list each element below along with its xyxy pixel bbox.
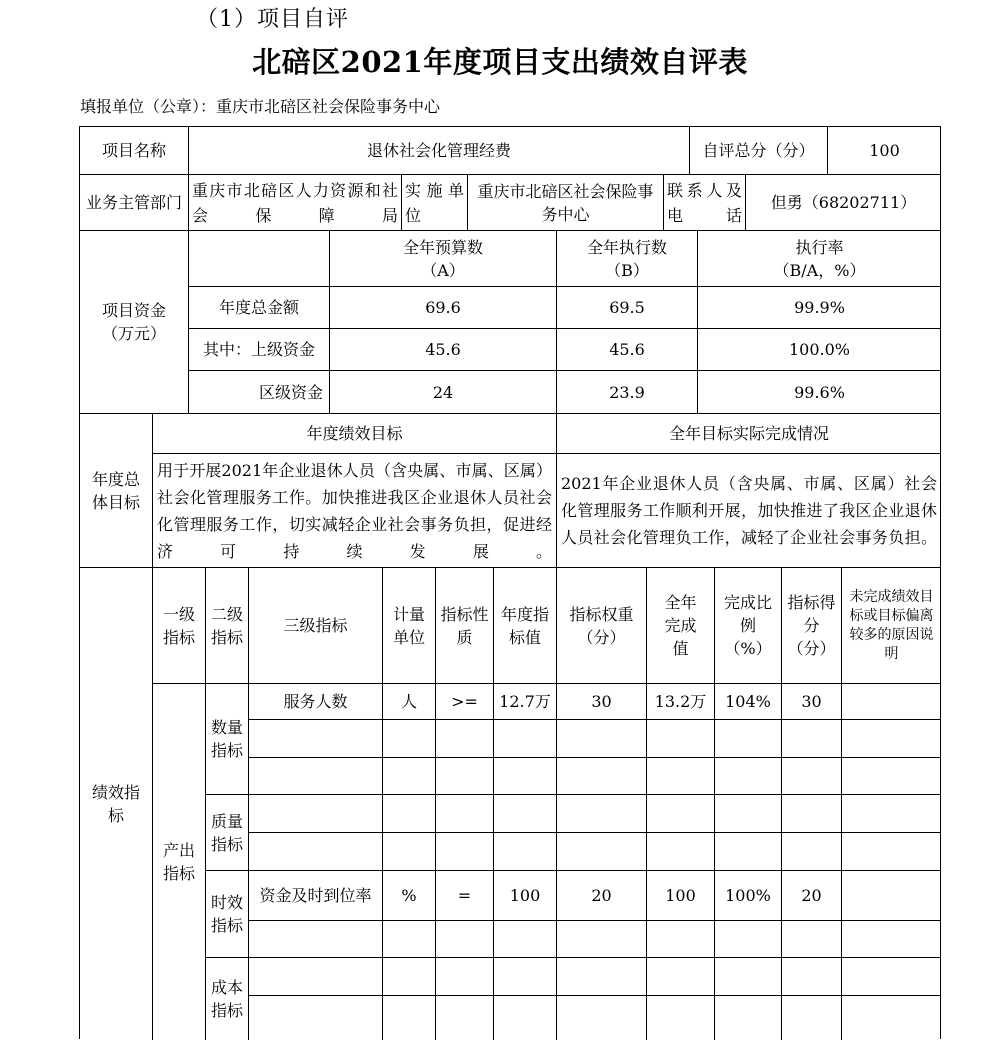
table-cell-empty [494, 921, 557, 958]
fund-row-rate: 100.0% [698, 329, 941, 371]
table-row-target: 12.7万 [494, 684, 557, 720]
table-row-score: 20 [782, 871, 842, 921]
contact-value: 但勇（68202711） [746, 175, 941, 231]
hdr-nature: 指标性质 [436, 568, 494, 684]
funds-header-blank [189, 231, 330, 287]
table-cell-empty [557, 795, 647, 833]
funds-label: 项目资金（万元） [80, 231, 189, 414]
total-score-value: 100 [828, 127, 941, 175]
table-row-nature: >= [436, 684, 494, 720]
table-cell-empty [782, 758, 842, 795]
section-label: （1）项目自评 [196, 7, 349, 32]
table-cell-empty [383, 996, 436, 1040]
dept-value: 重庆市北碚区人力资源和社会保障局 [189, 175, 402, 231]
table-row-ratio: 104% [715, 684, 782, 720]
table-cell-empty [494, 795, 557, 833]
table-cell-empty [494, 958, 557, 996]
l2-timeliness: 时效指标 [206, 871, 249, 958]
table-row-reason [842, 684, 941, 720]
contact-label: 联系人及电话 [664, 175, 746, 231]
table-row-actual: 100 [647, 871, 715, 921]
table-cell-empty [557, 958, 647, 996]
table-cell-empty [715, 720, 782, 758]
table-cell-empty [647, 921, 715, 958]
l2-cost: 成本指标 [206, 958, 249, 1040]
project-name-label: 项目名称 [80, 127, 189, 175]
table-row-actual: 13.2万 [647, 684, 715, 720]
table-cell-empty [842, 758, 941, 795]
table-row-unit: 人 [383, 684, 436, 720]
hdr-score: 指标得分（分） [782, 568, 842, 684]
table-row-ratio: 100% [715, 871, 782, 921]
impl-label: 实施单位 [402, 175, 468, 231]
table-cell-empty [647, 720, 715, 758]
goals-label: 年度总体目标 [80, 414, 153, 568]
table-cell-empty [436, 758, 494, 795]
table-cell-empty [436, 958, 494, 996]
fund-row-label: 区级资金 [189, 371, 330, 414]
hdr-actual: 全年完成值 [647, 568, 715, 684]
table-cell-empty [249, 720, 383, 758]
hdr-ratio: 完成比例（%） [715, 568, 782, 684]
table-cell-empty [647, 758, 715, 795]
table-cell-empty [715, 996, 782, 1040]
fund-row-budget: 24 [330, 371, 557, 414]
fund-row-rate: 99.6% [698, 371, 941, 414]
project-name-value: 退休社会化管理经费 [189, 127, 690, 175]
hdr-l1: 一级指标 [153, 568, 206, 684]
l1-output: 产出指标 [153, 684, 206, 1040]
fund-row-label: 其中：上级资金 [189, 329, 330, 371]
table-cell-empty [249, 758, 383, 795]
impl-value: 重庆市北碚区社会保险事务中心 [468, 175, 664, 231]
table-cell-empty [249, 921, 383, 958]
table-cell-empty [383, 795, 436, 833]
table-cell-empty [383, 833, 436, 871]
fund-row-exec: 45.6 [557, 329, 698, 371]
fund-row-label: 年度总金额 [189, 287, 330, 329]
table-cell-empty [842, 720, 941, 758]
table-cell-empty [842, 921, 941, 958]
table-cell-empty [494, 758, 557, 795]
table-cell-empty [715, 833, 782, 871]
table-cell-empty [715, 921, 782, 958]
table-cell-empty [647, 996, 715, 1040]
table-cell-empty [557, 921, 647, 958]
hdr-reason: 未完成绩效目标或目标偏离较多的原因说明 [842, 568, 941, 684]
dept-label: 业务主管部门 [80, 175, 189, 231]
table-cell-empty [715, 958, 782, 996]
table-cell-empty [557, 720, 647, 758]
l2-quantity: 数量指标 [206, 684, 249, 795]
table-cell-empty [249, 996, 383, 1040]
table-row-score: 30 [782, 684, 842, 720]
table-cell-empty [647, 795, 715, 833]
table-cell-empty [715, 795, 782, 833]
table-cell-empty [782, 833, 842, 871]
hdr-l2: 二级指标 [206, 568, 249, 684]
table-cell-empty [436, 833, 494, 871]
table-cell-empty [557, 996, 647, 1040]
filler-unit: 填报单位（公章）：重庆市北碚区社会保险事务中心 [80, 97, 441, 116]
table-cell-empty [436, 996, 494, 1040]
table-cell-empty [383, 921, 436, 958]
table-cell-empty [249, 795, 383, 833]
table-cell-empty [383, 720, 436, 758]
fund-row-budget: 69.6 [330, 287, 557, 329]
table-cell-empty [383, 958, 436, 996]
hdr-weight: 指标权重（分） [557, 568, 647, 684]
table-cell-empty [557, 758, 647, 795]
table-cell-empty [842, 795, 941, 833]
table-row-reason [842, 871, 941, 921]
table-cell-empty [782, 996, 842, 1040]
indicators-label: 绩效指标 [80, 568, 153, 1040]
fund-row-exec: 23.9 [557, 371, 698, 414]
table-cell-empty [782, 720, 842, 758]
col-exec: 全年执行数（B） [557, 231, 698, 287]
table-cell-empty [842, 996, 941, 1040]
table-cell-empty [436, 795, 494, 833]
goals-actual-head: 全年目标实际完成情况 [557, 414, 941, 454]
table-cell-empty [647, 958, 715, 996]
table-row-unit: % [383, 871, 436, 921]
table-cell-empty [842, 958, 941, 996]
goals-actual-text: 2021年企业退休人员（含央属、市属、区属）社会化管理服务工作顺利开展，加快推进了我区企业退休人员社会化管理负工作，减轻了企业社会事务负担。 [557, 454, 941, 568]
table-cell-empty [557, 833, 647, 871]
table-cell-empty [436, 921, 494, 958]
evaluation-table [79, 126, 941, 1039]
total-score-label: 自评总分（分） [690, 127, 828, 175]
table-cell-empty [494, 720, 557, 758]
table-cell-empty [782, 958, 842, 996]
table-row-weight: 30 [557, 684, 647, 720]
hdr-target: 年度指标值 [494, 568, 557, 684]
table-cell-empty [782, 921, 842, 958]
col-rate: 执行率（B/A，%） [698, 231, 941, 287]
table-cell-empty [842, 833, 941, 871]
page-title: 北碚区2021年度项目支出绩效自评表 [252, 45, 748, 79]
table-cell-empty [494, 833, 557, 871]
table-row-nature: = [436, 871, 494, 921]
col-budget: 全年预算数（A） [330, 231, 557, 287]
hdr-unit: 计量单位 [383, 568, 436, 684]
table-cell-empty [715, 758, 782, 795]
table-cell-empty [383, 758, 436, 795]
table-row-name: 资金及时到位率 [249, 871, 383, 921]
hdr-l3: 三级指标 [249, 568, 383, 684]
table-row-name: 服务人数 [249, 684, 383, 720]
table-cell-empty [249, 833, 383, 871]
table-cell-empty [436, 720, 494, 758]
table-cell-empty [249, 958, 383, 996]
table-row-target: 100 [494, 871, 557, 921]
table-cell-empty [647, 833, 715, 871]
fund-row-budget: 45.6 [330, 329, 557, 371]
table-cell-empty [782, 795, 842, 833]
fund-row-rate: 99.9% [698, 287, 941, 329]
table-row-weight: 20 [557, 871, 647, 921]
goals-target-head: 年度绩效目标 [153, 414, 557, 454]
fund-row-exec: 69.5 [557, 287, 698, 329]
table-cell-empty [494, 996, 557, 1040]
l2-quality: 质量指标 [206, 795, 249, 871]
goals-target-text: 用于开展2021年企业退休人员（含央属、市属、区属）社会化管理服务工作。加快推进我区企业退休人员社会化管理服务工作，切实减轻企业社会事务负担，促进经济可持续发展。 [153, 454, 557, 568]
